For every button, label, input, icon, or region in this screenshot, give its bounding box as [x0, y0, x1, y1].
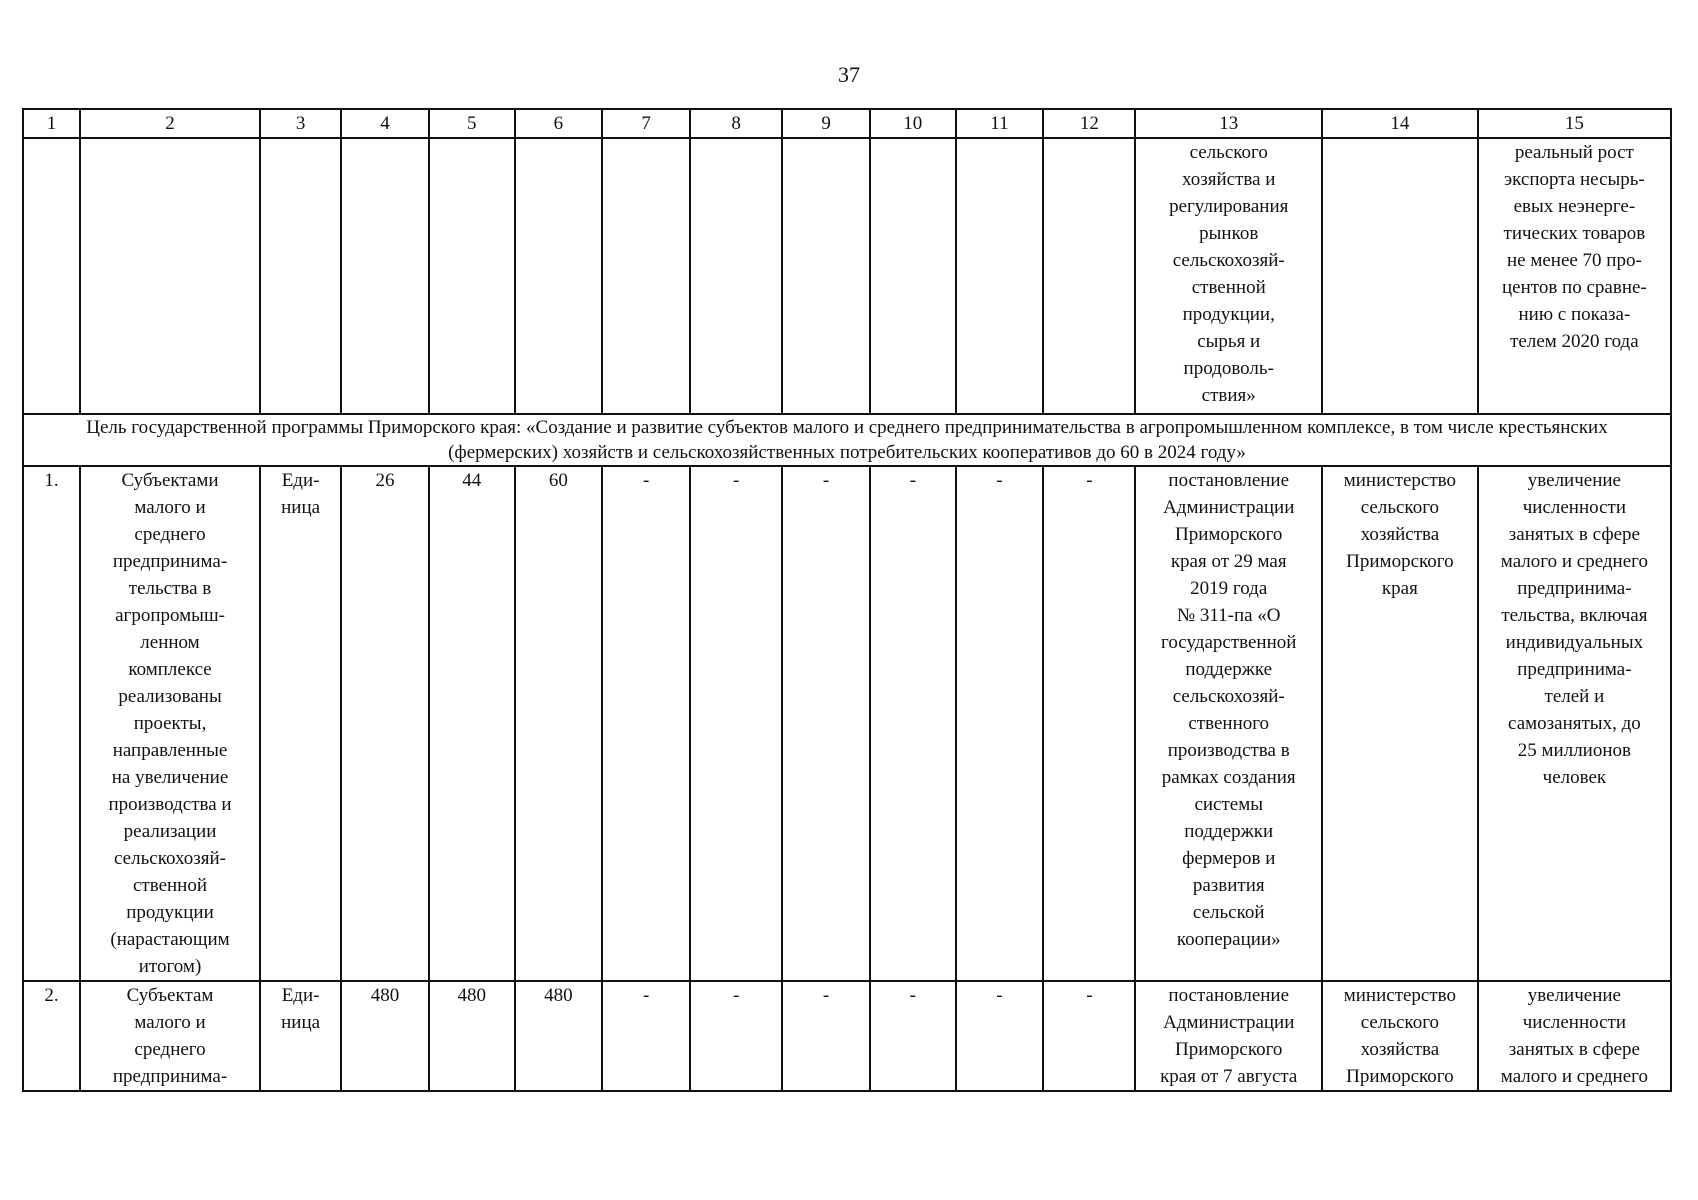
column-number: 9 [782, 109, 870, 138]
indicator-name-cell: Субъектам малого и среднего предпринима- [80, 981, 260, 1091]
column-number: 11 [956, 109, 1044, 138]
value-cell: - [870, 981, 956, 1091]
value-cell: 480 [341, 981, 429, 1091]
table-cell [515, 138, 603, 414]
program-goal-text: Цель государственной программы Приморского края: «Создание и развитие субъектов малого и среднего предпринимательства в агропромышленном комплексе, в том числе крестьянских (фермерских) хозяйств и сельскохозяйственных потребительских кооперативов до 60 в 2024 году» [23, 414, 1671, 466]
responsible-executor-cell: министерство сельского хозяйства Приморского [1322, 981, 1478, 1091]
unit-cell: Еди- ница [260, 981, 341, 1091]
column-number: 6 [515, 109, 603, 138]
unit-cell: Еди- ница [260, 466, 341, 981]
table-cell [23, 138, 80, 414]
value-cell: - [602, 466, 690, 981]
responsible-executor-cell: министерство сельского хозяйства Приморского края [1322, 466, 1478, 981]
value-cell: 480 [429, 981, 515, 1091]
regulatory-document-cell: постановление Администрации Приморского края от 7 августа [1135, 981, 1322, 1091]
column-number: 10 [870, 109, 956, 138]
column-number: 12 [1043, 109, 1135, 138]
value-cell: - [602, 981, 690, 1091]
program-table [22, 108, 1672, 1092]
value-cell: - [1043, 981, 1135, 1091]
indicator-name-cell: Субъектами малого и среднего предпринима- тельства в агропромыш- ленном комплексе реализованы проекты, направленные на увеличение производства и реализации сельскохозяй- ственной продукции (нарастающим итогом) [80, 466, 260, 981]
value-cell: - [782, 981, 870, 1091]
expected-result-cell: увеличение численности занятых в сфере малого и среднего [1478, 981, 1671, 1091]
value-cell: 60 [515, 466, 603, 981]
value-cell: 44 [429, 466, 515, 981]
table-cell [341, 138, 429, 414]
column-number: 8 [690, 109, 782, 138]
column-number: 13 [1135, 109, 1322, 138]
row-number: 1. [23, 466, 80, 981]
value-cell: 480 [515, 981, 603, 1091]
table-cell [870, 138, 956, 414]
table-cell [956, 138, 1044, 414]
column-number: 4 [341, 109, 429, 138]
column-number: 7 [602, 109, 690, 138]
page-number: 37 [838, 62, 860, 87]
expected-result-cell: увеличение численности занятых в сфере малого и среднего предпринима- тельства, включая индивидуальных предпринима- телей и самозанятых, до 25 миллионов человек [1478, 466, 1671, 981]
table-row [23, 981, 1671, 1091]
value-cell: - [956, 466, 1044, 981]
column-number: 15 [1478, 109, 1671, 138]
value-cell: - [690, 981, 782, 1091]
value-cell: 26 [341, 466, 429, 981]
regulatory-document-cell: сельского хозяйства и регулирования рынков сельскохозяй- ственной продукции, сырья и продоволь- ствия» [1135, 138, 1322, 414]
table-cell [260, 138, 341, 414]
column-number: 14 [1322, 109, 1478, 138]
program-goal-row [23, 414, 1671, 466]
column-number-header-row [23, 109, 1671, 138]
table-row [23, 466, 1671, 981]
table-cell [80, 138, 260, 414]
table-cell [690, 138, 782, 414]
continuation-row [23, 138, 1671, 414]
regulatory-document-cell: постановление Администрации Приморского края от 29 мая 2019 года № 311-па «О государственной поддержке сельскохозяй- ственного производства в рамках создания системы поддержки фермеров и развития сельской кооперации» [1135, 466, 1322, 981]
table-cell [782, 138, 870, 414]
table-cell [602, 138, 690, 414]
value-cell: - [782, 466, 870, 981]
column-number: 3 [260, 109, 341, 138]
column-number: 5 [429, 109, 515, 138]
value-cell: - [956, 981, 1044, 1091]
table-cell [1322, 138, 1478, 414]
column-number: 2 [80, 109, 260, 138]
value-cell: - [1043, 466, 1135, 981]
value-cell: - [690, 466, 782, 981]
column-number: 1 [23, 109, 80, 138]
expected-result-cell: реальный рост экспорта несырь- евых неэнерге- тических товаров не менее 70 про- центов по сравне- нию с показа- телем 2020 года [1478, 138, 1671, 414]
value-cell: - [870, 466, 956, 981]
row-number: 2. [23, 981, 80, 1091]
table-cell [429, 138, 515, 414]
table-cell [1043, 138, 1135, 414]
